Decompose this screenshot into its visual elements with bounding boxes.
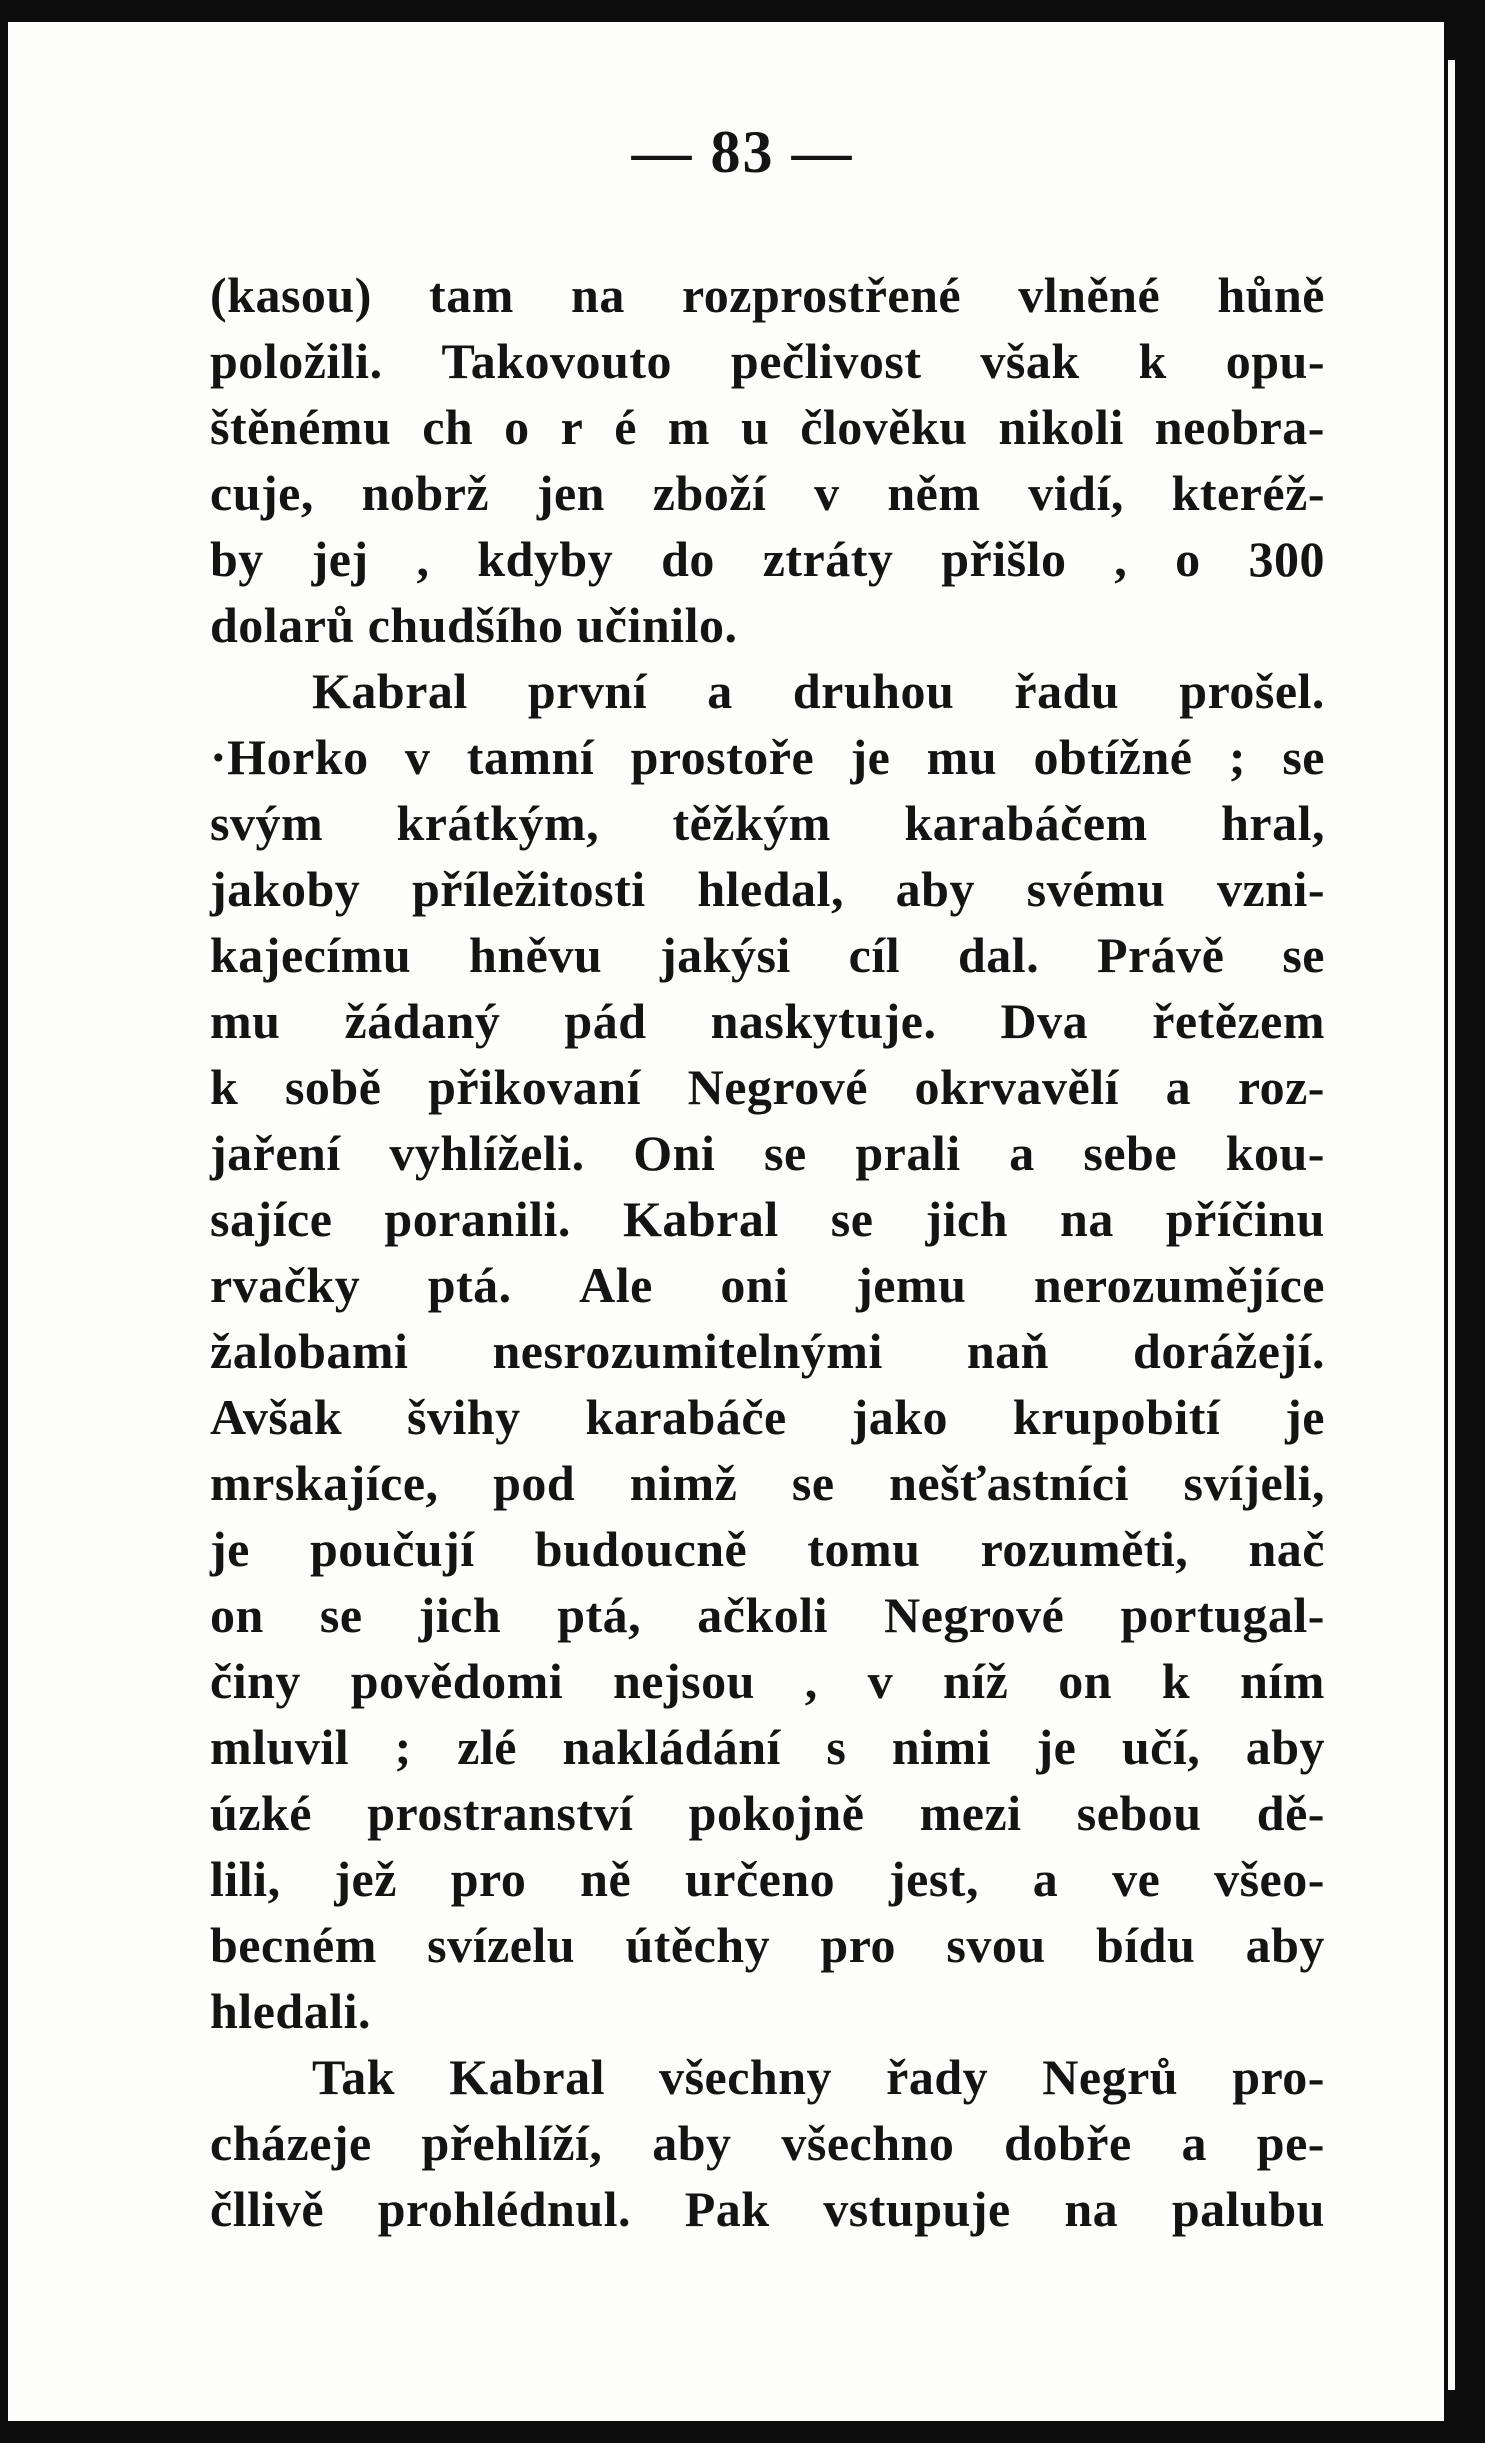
word: pro- <box>1232 2049 1325 2105</box>
word: krupobití <box>1012 1389 1221 1445</box>
word: rozprostřené <box>682 267 962 323</box>
word: vstupuje <box>823 2181 1011 2237</box>
word: cuje, <box>210 465 314 521</box>
word: mezi <box>919 1785 1022 1841</box>
word: jako <box>851 1389 949 1445</box>
word: pod <box>493 1455 576 1511</box>
word: s <box>826 1719 847 1775</box>
word: ačkoli <box>697 1587 829 1643</box>
word: do <box>661 531 715 587</box>
word: a <box>1032 1851 1059 1907</box>
word: se <box>1282 729 1325 785</box>
word: vidí, <box>1028 465 1124 521</box>
text-line <box>210 658 1325 724</box>
word: určeno <box>684 1851 836 1907</box>
word: poučují <box>309 1521 475 1577</box>
word: Avšak <box>210 1389 343 1445</box>
word: krátkým, <box>396 795 600 851</box>
word: v <box>814 465 840 521</box>
text-line <box>210 1384 1325 1450</box>
word: prostranství <box>367 1785 634 1841</box>
word: všechno <box>781 2115 955 2171</box>
word: kdyby <box>477 531 614 587</box>
scan-bottom-edge <box>0 2421 1485 2443</box>
word: m <box>667 399 711 455</box>
text-line <box>210 790 1325 856</box>
word: položili. <box>210 333 383 389</box>
word: na <box>1060 1191 1114 1247</box>
word: k <box>1161 1653 1191 1709</box>
word: štěnému <box>210 399 392 455</box>
word: je <box>210 1521 250 1577</box>
word: naň <box>966 1323 1049 1379</box>
word: cíl <box>848 927 901 983</box>
word: ch <box>422 399 474 455</box>
scan-left-edge <box>0 0 8 2443</box>
word: tamní <box>466 729 595 785</box>
word: svou <box>946 1917 1046 1973</box>
word: o <box>1175 531 1201 587</box>
word: u <box>740 399 770 455</box>
word: dorážejí. <box>1133 1323 1325 1379</box>
text-line <box>210 1318 1325 1384</box>
word: dobře <box>1004 2115 1132 2171</box>
word: přehlíží, <box>421 2115 603 2171</box>
word: úzké <box>210 1785 312 1841</box>
word: žalobami <box>210 1323 409 1379</box>
word: kajecímu <box>210 927 412 983</box>
word: svízelu <box>427 1917 576 1973</box>
word: budoucně <box>534 1521 748 1577</box>
word: Kabral <box>449 2049 605 2105</box>
word: on <box>1058 1653 1113 1709</box>
word: se <box>830 1191 874 1247</box>
scan-right-edge-highlight <box>1448 60 1455 2390</box>
text-line: hledali. <box>210 1983 371 2039</box>
word: ·Horko <box>210 729 369 785</box>
scan-top-edge <box>0 0 1485 22</box>
text-line <box>210 2176 1325 2242</box>
word: člověku <box>800 399 968 455</box>
word: těžkým <box>672 795 831 851</box>
text-line <box>210 1120 1325 1186</box>
word: rvačky <box>210 1257 361 1313</box>
word: nobrž <box>361 465 490 521</box>
word: (kasou) <box>210 267 372 323</box>
word: Negrové <box>884 1587 1065 1643</box>
word: ptá. <box>427 1257 512 1313</box>
word: pečlivost <box>730 333 922 389</box>
word: nesrozumitelnými <box>492 1323 883 1379</box>
word: rozuměti, <box>980 1521 1189 1577</box>
text-line <box>210 1714 1325 1780</box>
word: Kabral <box>622 1191 779 1247</box>
text-line <box>210 724 1325 790</box>
word: obtížné <box>1033 729 1193 785</box>
word: svému <box>1026 861 1166 917</box>
text-line <box>210 262 1325 328</box>
text-line <box>210 1780 1325 1846</box>
text-line <box>210 988 1325 1054</box>
word: jakoby <box>210 861 361 917</box>
word: Právě <box>1097 927 1225 983</box>
word: sajíce <box>210 1191 333 1247</box>
word: Negrové <box>687 1059 868 1115</box>
word: je <box>1036 1719 1077 1775</box>
word: ve <box>1112 1851 1161 1907</box>
word: nikoli <box>998 399 1124 455</box>
word: prohlédnul. <box>377 2181 632 2237</box>
text-line <box>210 922 1325 988</box>
word: poranili. <box>384 1191 571 1247</box>
word: jich <box>418 1587 502 1643</box>
word: pro <box>450 1851 527 1907</box>
word: ; <box>1228 729 1246 785</box>
text-line <box>210 856 1325 922</box>
text-line <box>210 328 1325 394</box>
word: všeo- <box>1214 1851 1325 1907</box>
word: opu- <box>1225 333 1325 389</box>
word: Takovouto <box>441 333 672 389</box>
word: něm <box>887 465 981 521</box>
word: na <box>1064 2181 1119 2237</box>
word: hledal, <box>697 861 844 917</box>
text-line <box>210 1912 1325 1978</box>
word: o <box>504 399 530 455</box>
word: nejsou <box>612 1653 755 1709</box>
word: pe- <box>1256 2115 1325 2171</box>
word: svým <box>210 795 324 851</box>
word: čllivě <box>210 2181 325 2237</box>
word: a <box>1165 1059 1192 1115</box>
word: vzni- <box>1216 861 1325 917</box>
text-line <box>210 1054 1325 1120</box>
word: švihy <box>407 1389 521 1445</box>
word: palubu <box>1171 2181 1325 2237</box>
word: vyhlíželi. <box>389 1125 585 1181</box>
word: na <box>571 267 625 323</box>
word: řady <box>886 2049 989 2105</box>
word: Oni <box>633 1125 716 1181</box>
word: jen <box>536 465 605 521</box>
word: Negrů <box>1042 2049 1179 2105</box>
word: v <box>404 729 431 785</box>
word: lili, <box>210 1851 281 1907</box>
word: pro <box>820 1917 897 1973</box>
word: tomu <box>807 1521 921 1577</box>
word: se <box>791 1455 835 1511</box>
word: nešťastníci <box>889 1455 1129 1511</box>
word: jej <box>311 531 369 587</box>
word: mrskajíce, <box>210 1455 439 1511</box>
word: sebou <box>1076 1785 1202 1841</box>
word: portugal- <box>1120 1587 1325 1643</box>
text-line <box>210 460 1325 526</box>
word: učí, <box>1121 1719 1201 1775</box>
word: ztráty <box>762 531 894 587</box>
word: příčinu <box>1165 1191 1325 1247</box>
word: prošel. <box>1179 663 1325 719</box>
word: je <box>1285 1389 1325 1445</box>
word: zlé <box>457 1719 517 1775</box>
word: oni <box>720 1257 789 1313</box>
word: se <box>319 1587 363 1643</box>
word: karabáče <box>585 1389 787 1445</box>
word: řetězem <box>1152 993 1325 1049</box>
text-line <box>210 1516 1325 1582</box>
word: kteréž- <box>1171 465 1325 521</box>
word: mu <box>210 993 281 1049</box>
word: první <box>527 663 648 719</box>
word: je <box>850 729 891 785</box>
word: všechny <box>659 2049 833 2105</box>
page-number: — 83 — <box>631 119 854 185</box>
word: ptá, <box>557 1587 642 1643</box>
word: hněvu <box>469 927 603 983</box>
word: sebe <box>1083 1125 1178 1181</box>
word: však <box>980 333 1080 389</box>
text-line: dolarů chudšího učinilo. <box>210 597 738 653</box>
word: činy <box>210 1653 301 1709</box>
word: , <box>416 531 430 587</box>
word: roz- <box>1237 1059 1325 1115</box>
word: aby <box>1245 1719 1325 1775</box>
word: aby <box>895 861 975 917</box>
word: pád <box>564 993 647 1049</box>
word: nerozumějíce <box>1033 1257 1325 1313</box>
text-line <box>210 2110 1325 2176</box>
word: jakýsi <box>660 927 791 983</box>
word: cházeje <box>210 2115 372 2171</box>
word: útěchy <box>625 1917 771 1973</box>
text-line <box>210 2044 1325 2110</box>
word: dal. <box>958 927 1040 983</box>
word: povědomi <box>350 1653 564 1709</box>
text-line <box>210 1846 1325 1912</box>
word: prali <box>855 1125 961 1181</box>
body-text <box>210 262 1325 2242</box>
word: a <box>707 663 733 719</box>
word: ním <box>1240 1653 1325 1709</box>
word: zboží <box>652 465 767 521</box>
word: se <box>764 1125 807 1181</box>
text-line <box>210 1648 1325 1714</box>
word: přišlo <box>941 531 1067 587</box>
word: jest, <box>889 1851 979 1907</box>
word: jaření <box>210 1125 341 1181</box>
word: se <box>1282 927 1325 983</box>
word: dě- <box>1256 1785 1325 1841</box>
word: druhou <box>792 663 955 719</box>
text-line <box>210 1252 1325 1318</box>
word: žádaný <box>344 993 501 1049</box>
word: nakládání <box>562 1719 781 1775</box>
text-line <box>210 394 1325 460</box>
word: nimi <box>891 1719 992 1775</box>
word: Tak <box>312 2049 396 2105</box>
word: bídu <box>1095 1917 1196 1973</box>
word: Ale <box>579 1257 653 1313</box>
word: é <box>614 399 637 455</box>
word: by <box>210 531 264 587</box>
word: Dva <box>1000 993 1089 1049</box>
word: přikovaní <box>428 1059 641 1115</box>
word: řadu <box>1014 663 1120 719</box>
word: aby <box>1245 1917 1325 1973</box>
text-line <box>210 1582 1325 1648</box>
word: ně <box>580 1851 632 1907</box>
word: příležitosti <box>411 861 646 917</box>
word: hůně <box>1217 267 1325 323</box>
word: mu <box>926 729 998 785</box>
word: jemu <box>856 1257 967 1313</box>
word: vlněné <box>1018 267 1161 323</box>
word: pokojně <box>688 1785 865 1841</box>
word: neobra- <box>1154 399 1325 455</box>
word: a <box>1181 2115 1207 2171</box>
word: nač <box>1248 1521 1325 1577</box>
word: r <box>560 399 584 455</box>
word: okrvavělí <box>914 1059 1120 1115</box>
text-line <box>210 1186 1325 1252</box>
word: aby <box>652 2115 732 2171</box>
word: jich <box>925 1191 1008 1247</box>
word: naskytuje. <box>710 993 937 1049</box>
word: becném <box>210 1917 377 1973</box>
word: mluvil <box>210 1719 350 1775</box>
text-line <box>210 526 1325 592</box>
word: kou- <box>1225 1125 1325 1181</box>
word: karabáčem <box>904 795 1148 851</box>
word: k <box>1138 333 1167 389</box>
word: níž <box>942 1653 1009 1709</box>
word: k <box>210 1059 239 1115</box>
word: ; <box>394 1719 412 1775</box>
word: jež <box>334 1851 397 1907</box>
word: a <box>1009 1125 1035 1181</box>
word: hral, <box>1221 795 1325 851</box>
word: tam <box>429 267 514 323</box>
word: v <box>867 1653 894 1709</box>
word: , <box>1114 531 1128 587</box>
word: svíjeli, <box>1183 1455 1325 1511</box>
word: nimž <box>629 1455 738 1511</box>
word: on <box>210 1587 264 1643</box>
text-line <box>210 1450 1325 1516</box>
word: Kabral <box>312 663 468 719</box>
word: sobě <box>284 1059 382 1115</box>
word: Pak <box>684 2181 770 2237</box>
word: 300 <box>1248 531 1325 587</box>
word: , <box>804 1653 818 1709</box>
word: prostoře <box>630 729 815 785</box>
